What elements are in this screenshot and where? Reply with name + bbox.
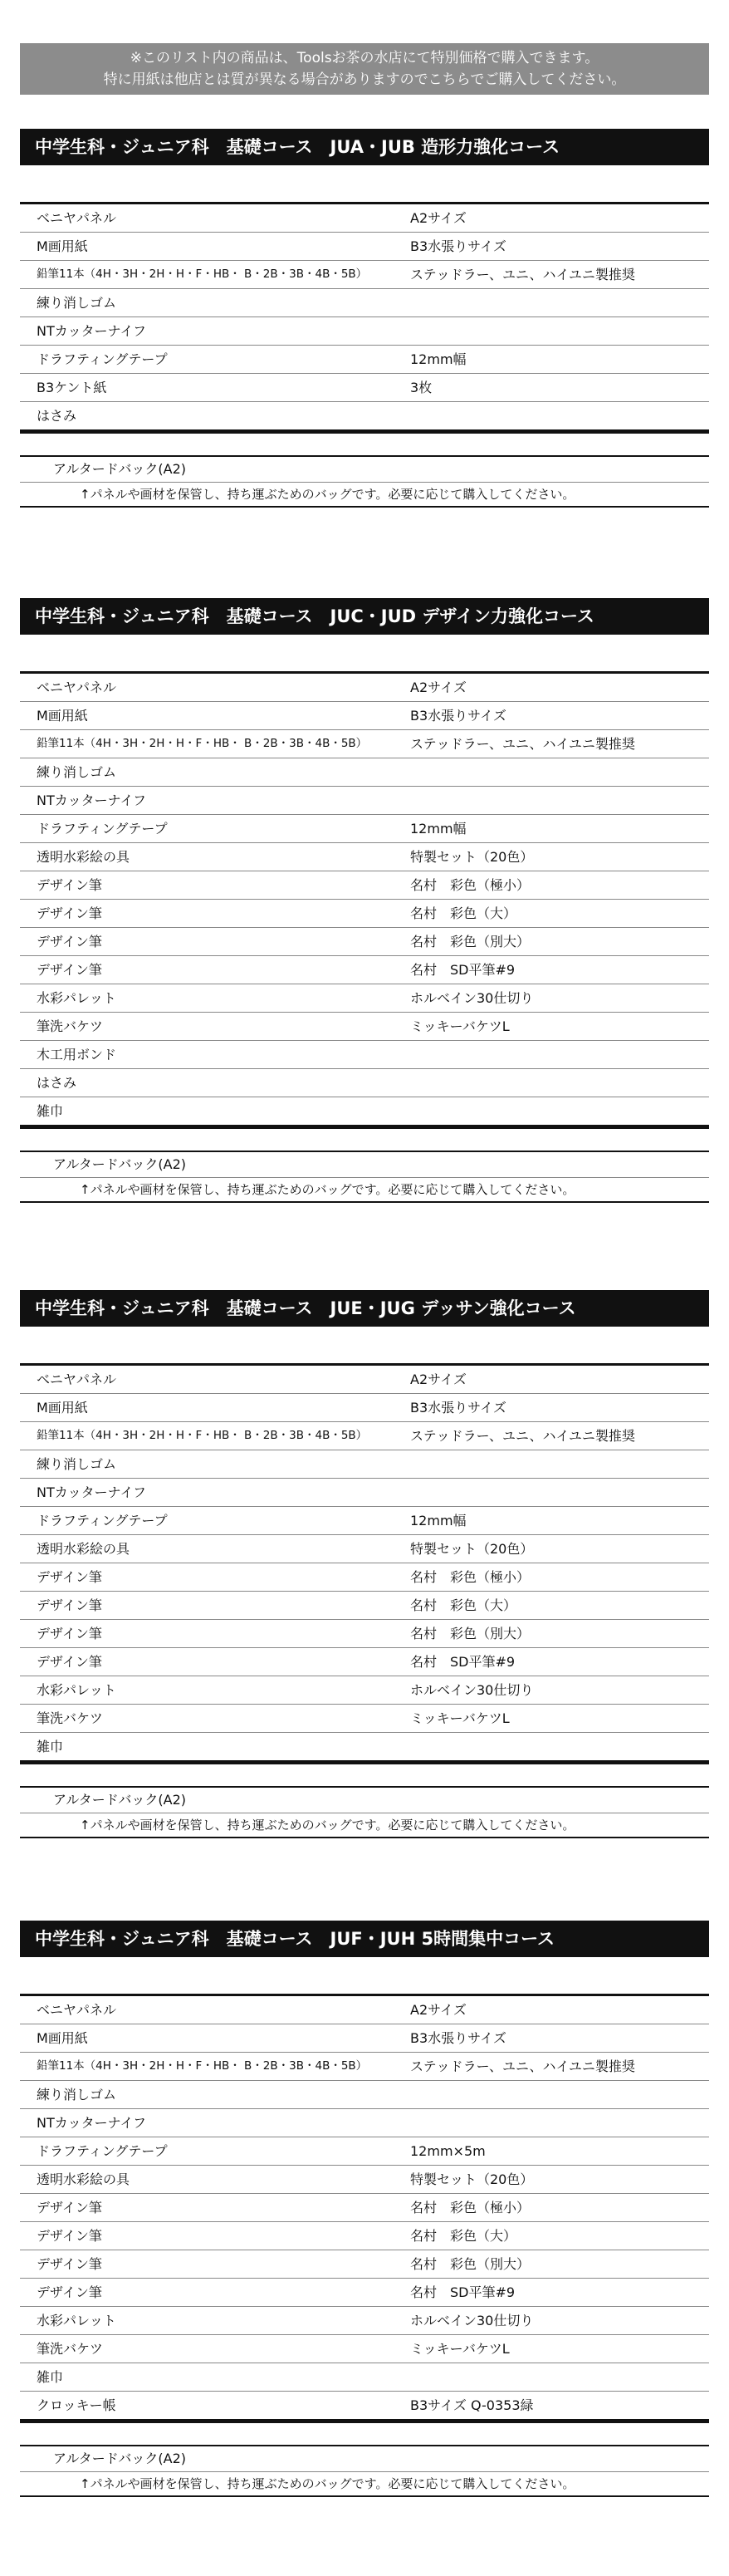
table-row xyxy=(20,2250,709,2278)
item-spec: 名村 彩色（別大） xyxy=(410,934,531,949)
item-name: はさみ xyxy=(37,1075,77,1091)
item-name: デザイン筆 xyxy=(37,1569,102,1585)
item-spec: A2サイズ xyxy=(410,680,467,695)
item-name: M画用紙 xyxy=(37,2030,88,2046)
table-row xyxy=(20,1732,709,1760)
table-row xyxy=(20,701,709,729)
bag-note: ↑パネルや画材を保管し、持ち運ぶためのバッグです。必要に応じて購入してください。 xyxy=(80,1182,575,1197)
item-spec: 特製セット（20色） xyxy=(410,849,534,865)
bag-label: アルタードバック(A2) xyxy=(20,457,709,483)
item-name: ベニヤパネル xyxy=(37,680,117,695)
table-row xyxy=(20,1421,709,1450)
item-name: 透明水彩絵の具 xyxy=(37,849,130,865)
item-name: デザイン筆 xyxy=(37,2256,102,2272)
item-name: デザイン筆 xyxy=(37,934,102,949)
table-row xyxy=(20,1097,709,1125)
item-spec xyxy=(410,2363,709,2391)
notice-line-2: 特に用紙は他店とは質が異なる場合がありますのでこちらでご購入してください。 xyxy=(103,71,626,88)
table-row xyxy=(20,260,709,288)
item-name: デザイン筆 xyxy=(37,905,102,921)
table-row xyxy=(20,1393,709,1421)
notice-banner xyxy=(20,43,709,95)
item-spec xyxy=(410,758,709,786)
table-row xyxy=(20,232,709,260)
item-name: M画用紙 xyxy=(37,1400,88,1416)
course-title: 中学生科・ジュニア科 基礎コース JUA・JUB 造形力強化コース xyxy=(20,129,709,165)
table-row xyxy=(20,1366,709,1393)
table-row xyxy=(20,786,709,814)
table-row xyxy=(20,1478,709,1506)
item-name: 雑巾 xyxy=(37,1739,64,1754)
item-name: 透明水彩絵の具 xyxy=(37,2171,130,2187)
item-spec: 名村 SD平筆#9 xyxy=(410,962,516,978)
table-row xyxy=(20,204,709,232)
table-row xyxy=(20,1619,709,1647)
item-spec: 名村 彩色（極小） xyxy=(410,2200,531,2215)
item-name: 筆洗バケツ xyxy=(37,1710,103,1726)
item-name: デザイン筆 xyxy=(37,1654,102,1670)
course-section xyxy=(20,1921,709,2497)
bag-label: アルタードバック(A2) xyxy=(20,2446,709,2472)
item-name: M画用紙 xyxy=(37,708,88,724)
item-spec: 名村 彩色（極小） xyxy=(410,1569,531,1585)
item-name: 透明水彩絵の具 xyxy=(37,1541,130,1557)
table-row xyxy=(20,401,709,429)
item-spec xyxy=(410,1041,709,1068)
item-name: ベニヤパネル xyxy=(37,210,117,226)
table-row xyxy=(20,842,709,871)
item-spec: ホルベイン30仕切り xyxy=(410,2313,534,2328)
item-spec xyxy=(410,1479,709,1506)
table-row xyxy=(20,2306,709,2334)
table-row xyxy=(20,1012,709,1040)
table-row xyxy=(20,288,709,316)
table-row xyxy=(20,2193,709,2221)
item-name: 練り消しゴム xyxy=(37,295,117,311)
item-spec: A2サイズ xyxy=(410,210,467,226)
table-row xyxy=(20,927,709,955)
item-spec xyxy=(410,2109,709,2137)
table-row xyxy=(20,758,709,786)
item-name: NTカッターナイフ xyxy=(37,1484,146,1500)
item-spec xyxy=(410,1733,709,1760)
item-name: デザイン筆 xyxy=(37,1626,102,1641)
item-name: 筆洗バケツ xyxy=(37,2341,103,2357)
table-row xyxy=(20,2080,709,2108)
table-row xyxy=(20,899,709,927)
item-spec: 特製セット（20色） xyxy=(410,2171,534,2187)
item-spec: B3水張りサイズ xyxy=(410,2030,506,2046)
item-name: 筆洗バケツ xyxy=(37,1018,103,1034)
item-spec: B3水張りサイズ xyxy=(410,1400,506,1416)
table-row xyxy=(20,955,709,984)
item-name: M画用紙 xyxy=(37,238,88,254)
bag-box xyxy=(20,1151,709,1203)
table-row xyxy=(20,1563,709,1591)
item-spec: B3サイズ Q-0353緑 xyxy=(410,2397,534,2413)
table-row xyxy=(20,814,709,842)
item-spec: ホルベイン30仕切り xyxy=(410,1682,534,1698)
materials-table xyxy=(20,1363,709,1764)
item-spec xyxy=(410,1450,709,1478)
item-spec xyxy=(410,787,709,814)
item-name: ベニヤパネル xyxy=(37,2002,117,2018)
item-spec: 名村 彩色（大） xyxy=(410,905,517,921)
item-spec: 12mm×5m xyxy=(410,2143,486,2159)
table-row xyxy=(20,1996,709,2024)
item-spec: A2サイズ xyxy=(410,1371,467,1387)
item-name: ドラフティングテープ xyxy=(37,1513,168,1528)
item-spec: 名村 彩色（極小） xyxy=(410,877,531,893)
item-spec xyxy=(410,2081,709,2108)
bag-note: ↑パネルや画材を保管し、持ち運ぶためのバッグです。必要に応じて購入してください。 xyxy=(80,1818,575,1833)
item-name: 水彩パレット xyxy=(37,1682,116,1698)
table-row xyxy=(20,1068,709,1097)
table-row xyxy=(20,674,709,701)
table-row xyxy=(20,1591,709,1619)
item-name: NTカッターナイフ xyxy=(37,2115,146,2131)
table-row xyxy=(20,2363,709,2391)
item-name: はさみ xyxy=(37,408,77,424)
materials-table xyxy=(20,671,709,1129)
item-name: 練り消しゴム xyxy=(37,2087,117,2103)
table-row xyxy=(20,2221,709,2250)
bag-label: アルタードバック(A2) xyxy=(20,1152,709,1178)
item-spec: ステッドラー、ユニ、ハイユニ製推奨 xyxy=(410,736,635,752)
item-name: 雑巾 xyxy=(37,2369,64,2385)
table-row xyxy=(20,1676,709,1704)
item-name: 鉛筆11本（4H・3H・2H・H・F・HB・ B・2B・3B・4B・5B） xyxy=(37,737,368,750)
course-title: 中学生科・ジュニア科 基礎コース JUE・JUG デッサン強化コース xyxy=(20,1290,709,1327)
item-name: クロッキー帳 xyxy=(37,2397,116,2413)
table-row xyxy=(20,2108,709,2137)
bag-label: アルタードバック(A2) xyxy=(20,1788,709,1813)
item-name: B3ケント紙 xyxy=(37,380,107,395)
item-spec: 12mm幅 xyxy=(410,1513,467,1528)
bag-note: ↑パネルや画材を保管し、持ち運ぶためのバッグです。必要に応じて購入してください。 xyxy=(80,487,575,502)
table-row xyxy=(20,316,709,345)
item-name: デザイン筆 xyxy=(37,2200,102,2215)
item-name: ドラフティングテープ xyxy=(37,821,168,837)
item-name: 木工用ボンド xyxy=(37,1047,117,1062)
materials-table xyxy=(20,202,709,434)
item-spec: 名村 彩色（大） xyxy=(410,2228,517,2244)
item-name: デザイン筆 xyxy=(37,2228,102,2244)
course-section xyxy=(20,598,709,1203)
item-spec xyxy=(410,1069,709,1097)
table-row xyxy=(20,373,709,401)
item-spec: A2サイズ xyxy=(410,2002,467,2018)
item-spec: ステッドラー、ユニ、ハイユニ製推奨 xyxy=(410,267,635,282)
table-row xyxy=(20,1704,709,1732)
table-row xyxy=(20,1647,709,1676)
notice-line-1: ※このリスト内の商品は、Toolsお茶の水店にて特別価格で購入できます。 xyxy=(130,50,599,66)
item-spec: ミッキーバケツL xyxy=(410,2341,510,2357)
item-spec: 12mm幅 xyxy=(410,821,467,837)
item-name: 鉛筆11本（4H・3H・2H・H・F・HB・ B・2B・3B・4B・5B） xyxy=(37,1429,368,1442)
item-name: ベニヤパネル xyxy=(37,1371,117,1387)
materials-table xyxy=(20,1994,709,2423)
table-row xyxy=(20,2052,709,2080)
item-name: 練り消しゴム xyxy=(37,1456,117,1472)
item-name: デザイン筆 xyxy=(37,877,102,893)
item-name: 水彩パレット xyxy=(37,990,116,1006)
table-row xyxy=(20,1506,709,1534)
item-name: 雑巾 xyxy=(37,1103,64,1119)
item-spec: 名村 SD平筆#9 xyxy=(410,1654,516,1670)
item-name: デザイン筆 xyxy=(37,2284,102,2300)
bag-box xyxy=(20,455,709,508)
bag-note: ↑パネルや画材を保管し、持ち運ぶためのバッグです。必要に応じて購入してください。 xyxy=(80,2476,575,2491)
item-spec: 名村 彩色（別大） xyxy=(410,1626,531,1641)
item-spec: B3水張りサイズ xyxy=(410,238,506,254)
item-name: 鉛筆11本（4H・3H・2H・H・F・HB・ B・2B・3B・4B・5B） xyxy=(37,267,368,281)
course-section xyxy=(20,1290,709,1838)
item-spec: 名村 彩色（別大） xyxy=(410,2256,531,2272)
item-spec xyxy=(410,317,709,345)
table-row xyxy=(20,2165,709,2193)
item-name: デザイン筆 xyxy=(37,962,102,978)
bag-box xyxy=(20,2445,709,2497)
item-spec: ステッドラー、ユニ、ハイユニ製推奨 xyxy=(410,2058,635,2074)
item-name: NTカッターナイフ xyxy=(37,323,146,339)
item-spec: 3枚 xyxy=(410,380,433,395)
table-row xyxy=(20,729,709,758)
item-spec: ミッキーバケツL xyxy=(410,1018,510,1034)
item-spec: ミッキーバケツL xyxy=(410,1710,510,1726)
table-row xyxy=(20,2137,709,2165)
item-spec: 12mm幅 xyxy=(410,351,467,367)
table-row xyxy=(20,345,709,373)
item-spec xyxy=(410,402,709,429)
item-spec: 名村 彩色（大） xyxy=(410,1597,517,1613)
table-row xyxy=(20,984,709,1012)
item-name: ドラフティングテープ xyxy=(37,351,168,367)
table-row xyxy=(20,1534,709,1563)
item-name: 鉛筆11本（4H・3H・2H・H・F・HB・ B・2B・3B・4B・5B） xyxy=(37,2059,368,2073)
item-name: デザイン筆 xyxy=(37,1597,102,1613)
course-title: 中学生科・ジュニア科 基礎コース JUC・JUD デザイン力強化コース xyxy=(20,598,709,635)
table-row xyxy=(20,2334,709,2363)
table-row xyxy=(20,1450,709,1478)
item-name: 練り消しゴム xyxy=(37,764,117,780)
item-name: ドラフティングテープ xyxy=(37,2143,168,2159)
item-spec xyxy=(410,1097,709,1125)
item-spec: ステッドラー、ユニ、ハイユニ製推奨 xyxy=(410,1428,635,1444)
item-spec: 名村 SD平筆#9 xyxy=(410,2284,516,2300)
course-title: 中学生科・ジュニア科 基礎コース JUF・JUH 5時間集中コース xyxy=(20,1921,709,1957)
item-spec xyxy=(410,289,709,316)
item-spec: ホルベイン30仕切り xyxy=(410,990,534,1006)
table-row xyxy=(20,871,709,899)
table-row xyxy=(20,2391,709,2419)
course-section xyxy=(20,129,709,508)
table-row xyxy=(20,2024,709,2052)
table-row xyxy=(20,2278,709,2306)
item-name: 水彩パレット xyxy=(37,2313,116,2328)
table-row xyxy=(20,1040,709,1068)
bag-box xyxy=(20,1786,709,1838)
item-spec: 特製セット（20色） xyxy=(410,1541,534,1557)
item-spec: B3水張りサイズ xyxy=(410,708,506,724)
item-name: NTカッターナイフ xyxy=(37,792,146,808)
